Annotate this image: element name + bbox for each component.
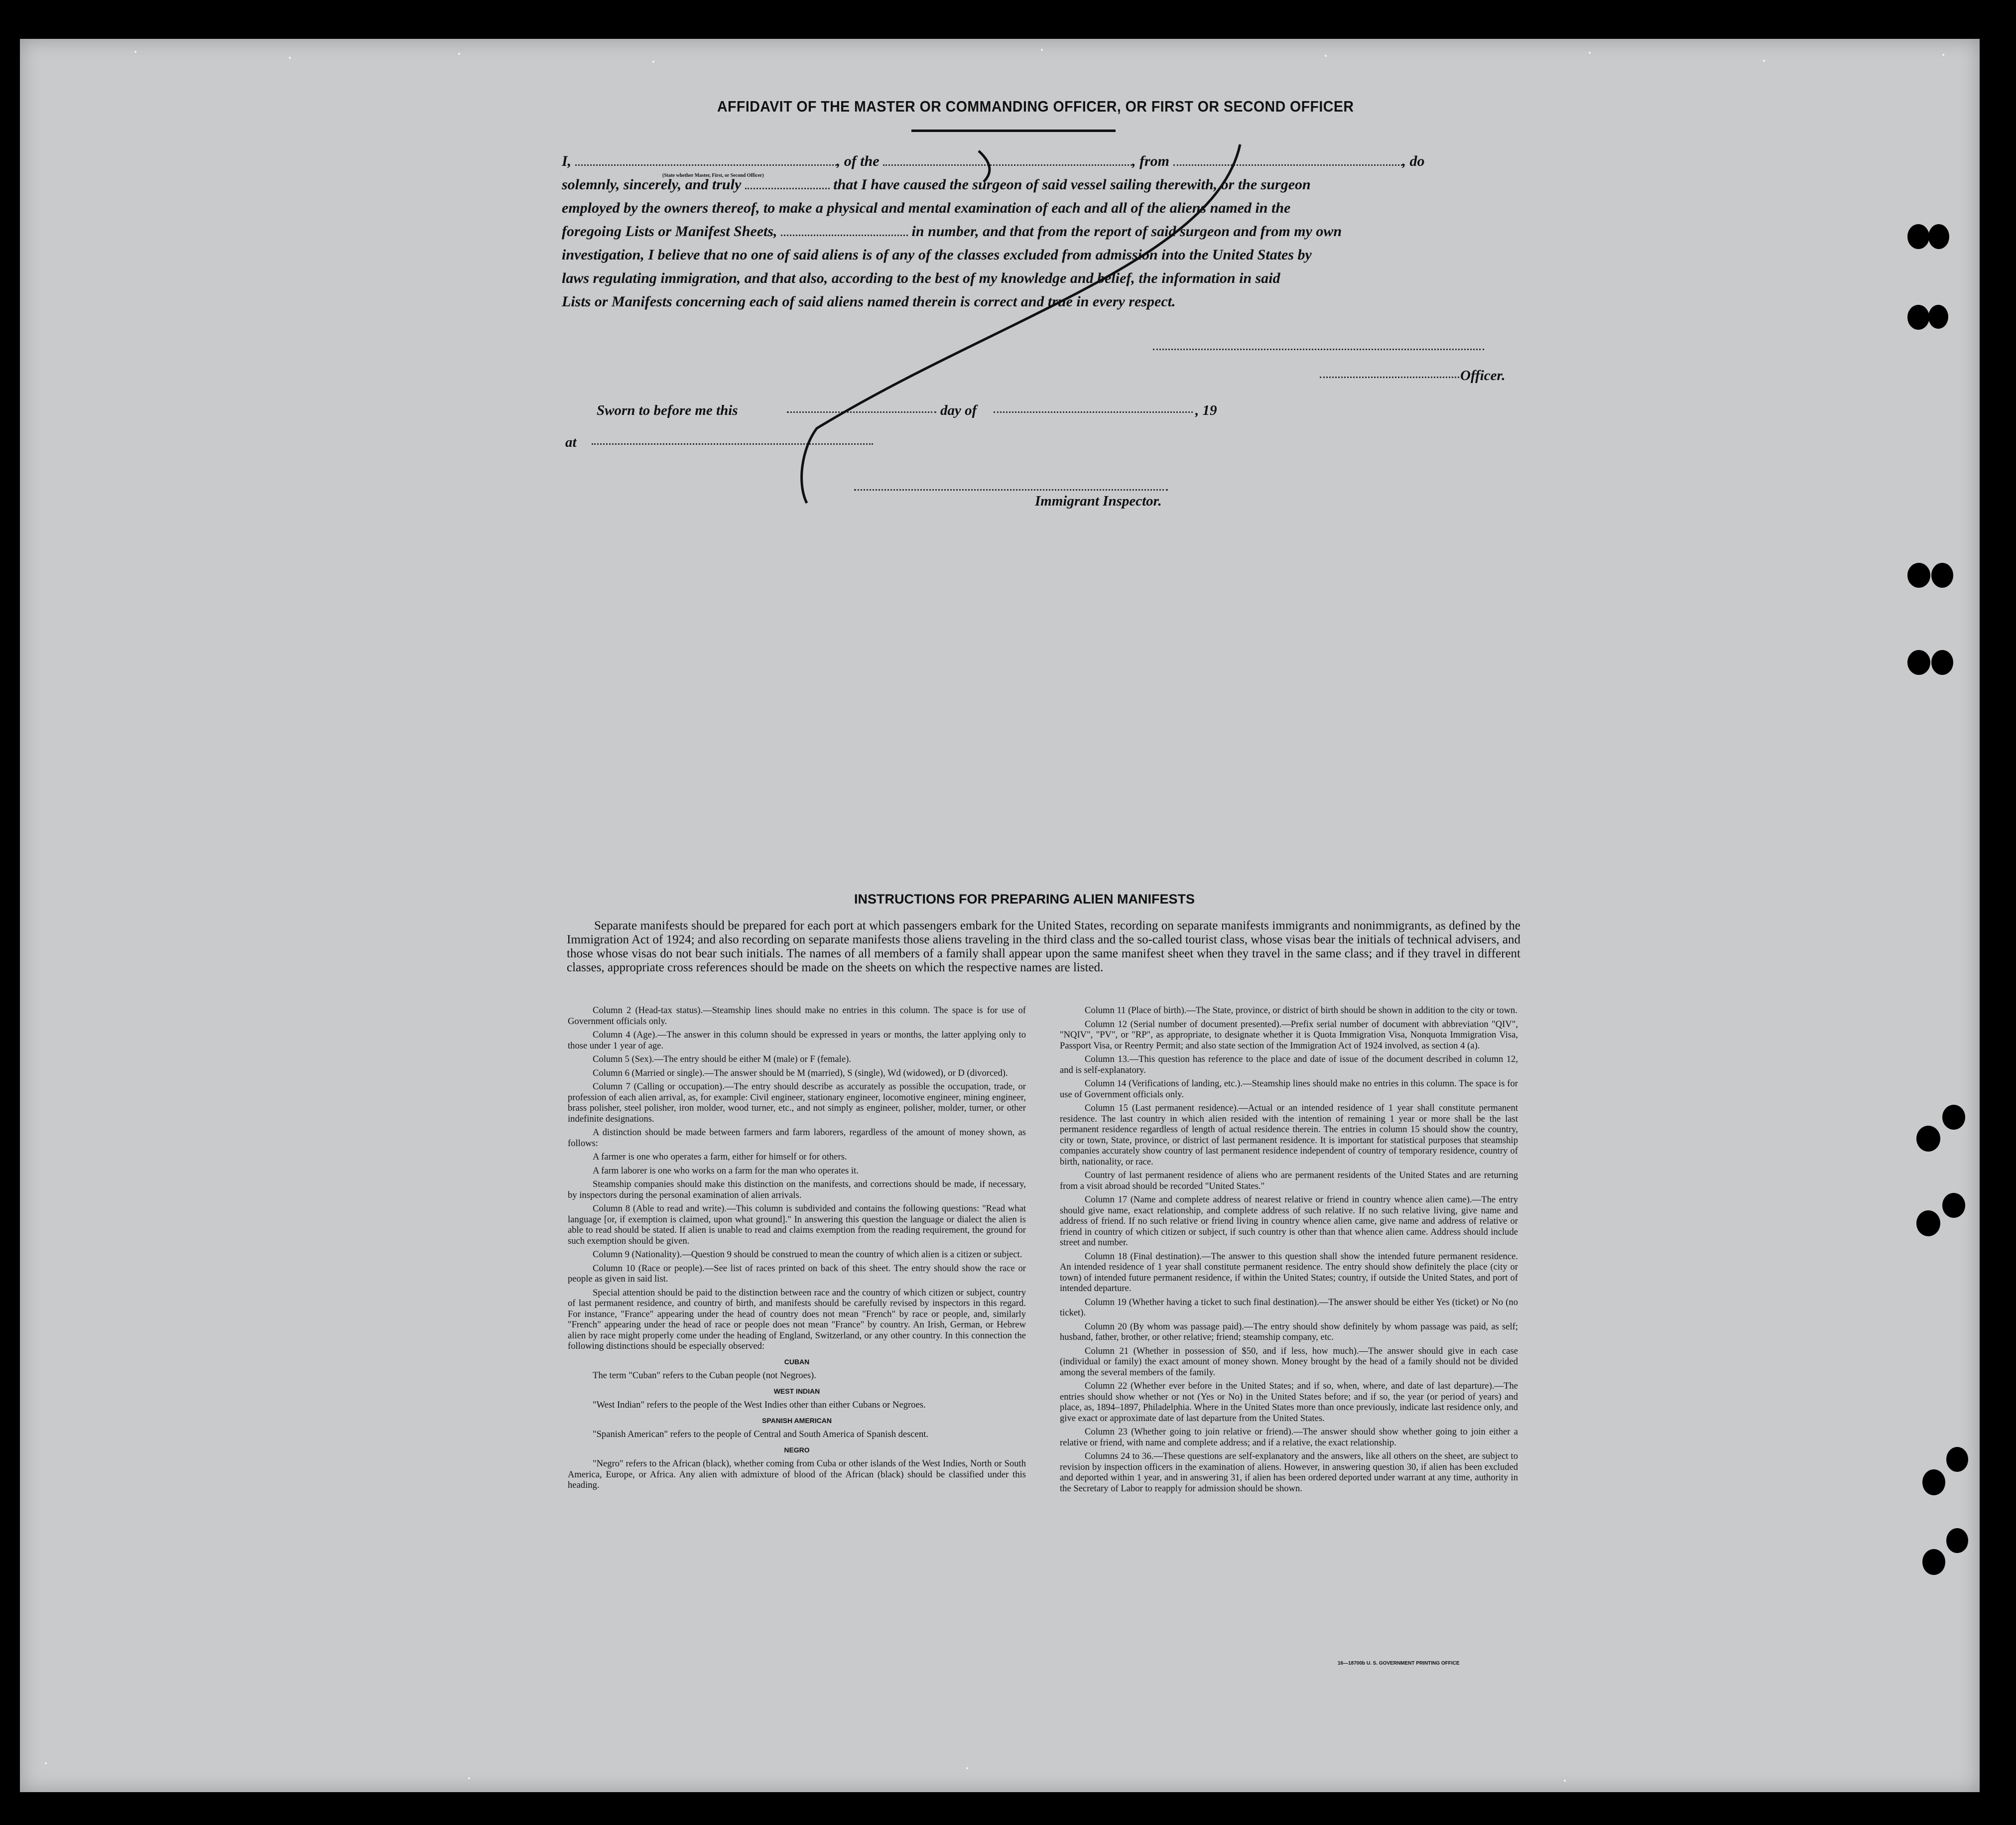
punch-hole: [1931, 650, 1953, 675]
punch-hole: [1916, 1126, 1940, 1152]
sworn-label: Sworn to before me this: [597, 402, 738, 418]
affidavit-line-6: laws regulating immigration, and that also, according to the best of my knowledge and belief, the information in said: [562, 270, 1280, 286]
negro-text: "Negro" refers to the African (black), whether coming from Cuba or other islands of the West Indies, North or South America, Europe, or Africa. Any alien with admixture of blood of the African (black) should be classified under this heading.: [568, 1458, 1026, 1490]
day-of-label: day of: [940, 402, 977, 418]
west-indian-text: "West Indian" refers to the people of the West Indies other than either Cubans or Negroes.: [593, 1400, 926, 1410]
negro-heading: NEGRO: [784, 1445, 810, 1454]
affidavit-line4a: foregoing Lists or Manifest Sheets,: [562, 223, 777, 240]
instruction-col5: Column 5 (Sex).—The entry should be either M (male) or F (female).: [593, 1054, 851, 1064]
affidavit-line-3: employed by the owners thereof, to make a physical and mental examination of each and all of the aliens named in the: [562, 200, 1291, 216]
affidavit-line4b: in number, and that from the report of said surgeon and from my own: [911, 223, 1342, 240]
punch-hole: [1928, 224, 1949, 249]
punch-hole: [1931, 563, 1953, 588]
instructions-title: INSTRUCTIONS FOR PREPARING ALIEN MANIFESTS: [854, 892, 1195, 907]
printer-imprint: 16—18700b U. S. GOVERNMENT PRINTING OFFICE: [1338, 1661, 1460, 1666]
instruction-col10: Column 10 (Race or people).—See list of races printed on back of this sheet. The entry should show the race or people as given in said list.: [568, 1263, 1026, 1284]
punch-hole: [1942, 1193, 1965, 1218]
instruction-col23: Column 23 (Whether going to join relative or friend).—The answer should show whether going to join either a relative or friend, with name and complete address; and if a relative, the exact relationship.: [1060, 1427, 1518, 1448]
instruction-col4: Column 4 (Age).—The answer in this column should be expressed in years or months, the latter applying only to those under 1 year of age.: [568, 1030, 1026, 1051]
instruction-col15: Column 15 (Last permanent residence).—Actual or an intended residence of 1 year shall constitute permanent residence. The last country in which alien resided with the intention of remaining 1 year or more shall be the last permanent residence regardless of length of actual residence therein. The entries in column 15 should show the country, city or town, State, province, or district of last permanent residence. It is important for statistical purposes that steamship companies accurately show country of last permanent residence independent of country of temporary residence, country of birth, nationality, or race.: [1060, 1103, 1518, 1167]
instruction-col18: Column 18 (Final destination).—The answer to this question shall show the intended future permanent residence. An intended residence of 1 year shall constitute permanent residence. The entry should show definitely the place (city or town) of intended future permanent residence, if within the United States; country, if outside the United States, and port of intended departure.: [1060, 1251, 1518, 1294]
punch-hole: [1942, 1105, 1965, 1130]
affidavit-do: , do: [1402, 153, 1425, 169]
punch-hole: [1922, 1469, 1945, 1495]
instruction-col9: Column 9 (Nationality).—Question 9 should be construed to mean the country of which alien is a citizen or subject.: [593, 1249, 1022, 1260]
instruction-col11: Column 11 (Place of birth).—The State, province, or district of birth should be shown in addition to the city or town.: [1085, 1005, 1517, 1016]
inspector-label: Immigrant Inspector.: [1035, 493, 1162, 509]
instruction-farm-laborer: A farm laborer is one who works on a farm for the man who operates it.: [593, 1165, 859, 1176]
instructions-right-column: [1060, 1005, 1518, 1497]
instruction-col12: Column 12 (Serial number of document presented).—Prefix serial number of document with abbreviation "QIV", "NQIV", "PV", or "RP", as appropriate, to designate whether it is Quota Immigration Visa, Nonquota Immigration Visa, Passport Visa, or Reentry Permit; and also state section of the Immigration Act of 1924 involved, as section 4 (a).: [1060, 1019, 1518, 1051]
affidavit-line2b: that I have caused the surgeon of said vessel sailing therewith, or the surgeon: [833, 176, 1311, 193]
affidavit-i: I,: [562, 153, 572, 169]
affidavit-line-7: Lists or Manifests concerning each of said aliens named therein is correct and true in every respect.: [562, 293, 1176, 310]
instruction-col2: Column 2 (Head-tax status).—Steamship lines should make no entries in this column. The space is for use of Government officials only.: [568, 1005, 1026, 1027]
punch-hole: [1907, 224, 1929, 249]
instruction-col17: Column 17 (Name and complete address of nearest relative or friend in country whence alien came).—The entry should give name, exact relationship, and complete address of such relative. If no such relative living, give name and address of friend. If no such relative or friend living in country whence alien came, give name and address of relative or friend in country of which citizen or subject, if such country is other than that whence alien came. Address should include street and number.: [1060, 1194, 1518, 1248]
punch-hole: [1907, 305, 1929, 330]
instruction-us-residence: Country of last permanent residence of aliens who are permanent residents of the United States and are returning from a visit abroad should be recorded "United States.": [1060, 1170, 1518, 1191]
affidavit-title: AFFIDAVIT OF THE MASTER OR COMMANDING OFFICER, OR FIRST OR SECOND OFFICER: [717, 98, 1354, 115]
instruction-col19: Column 19 (Whether having a ticket to such final destination).—The answer should be either Yes (ticket) or No (no ticket).: [1060, 1297, 1518, 1318]
intro-paragraph: Separate manifests should be prepared for each port at which passengers embark for the United States, recording on separate manifests immigrants and nonimmigrants, as defined by the Immigration Act of 1924; and also recording on separate manifests those aliens traveling in the third class and the so-called tourist class, whose visas bear the initials of technical advisers, and those whose visas do not bear such initials. The names of all members of a family shall appear upon the same manifest sheet when they travel in the same class; and if they travel in different classes, appropriate cross references should be made on the sheets on which the respective names are listed.: [567, 919, 1520, 974]
officer-label: Officer.: [1460, 368, 1506, 384]
affidavit-from: , from: [1132, 153, 1170, 169]
cuban-heading: CUBAN: [784, 1357, 810, 1366]
instruction-col14: Column 14 (Verifications of landing, etc.).—Steamship lines should make no entries in this column. The space is for use of Government officials only.: [1060, 1078, 1518, 1100]
affidavit-line-5: investigation, I believe that no one of said aliens is of any of the classes excluded from admission into the United States by: [562, 247, 1312, 263]
punch-hole: [1946, 1528, 1968, 1553]
state-note: (State whether Master, First, or Second Officer): [662, 173, 764, 178]
punch-hole: [1946, 1447, 1968, 1472]
spanish-american-heading: SPANISH AMERICAN: [761, 1416, 832, 1425]
cuban-text: The term "Cuban" refers to the Cuban people (not Negroes).: [593, 1370, 816, 1381]
punch-hole: [1907, 563, 1930, 588]
punch-hole: [1907, 650, 1930, 675]
instruction-steamship-distinction: Steamship companies should make this distinction on the manifests, and corrections should be made, if necessary, by inspectors during the personal examination of alien arrivals.: [568, 1179, 1026, 1200]
instruction-col20: Column 20 (By whom was passage paid).—The entry should show definitely by whom passage was paid, as self; husband, father, brother, or other relative; friend; steamship company, etc.: [1060, 1321, 1518, 1342]
instructions-intro: [567, 919, 1520, 975]
instruction-special-attention: Special attention should be paid to the distinction between race and the country of which citizen or subject, country of last permanent residence, and country of birth, and manifests should be carefully revised by inspectors in this regard. For instance, "France" appearing under the head of country does not mean "French" by race or people, and, similarly "French" appearing under the head of race or people does not mean "France" by country. An Irish, German, or Hebrew alien by race might properly come under the heading of England, Switzerland, or any other country. In this connection the following distinctions should be especially observed:: [568, 1287, 1026, 1351]
instruction-farmer: A farmer is one who operates a farm, either for himself or for others.: [593, 1152, 847, 1162]
instruction-col6: Column 6 (Married or single).—The answer should be M (married), S (single), Wd (widowed), or D (divorced).: [593, 1067, 1008, 1078]
year-label: , 19: [1195, 402, 1217, 418]
instruction-col24-36: Columns 24 to 36.—These questions are self-explanatory and the answers, like all others on the sheet, are subject to revision by inspection officers in the examination of aliens. However, in answering question 30, if alien has been excluded and deported within 1 year, and in answering 31, if alien has been ordered deported under warrant at any time, authority in the Secretary of Labor to reapply for admission should be shown.: [1060, 1451, 1518, 1494]
instruction-col22: Column 22 (Whether ever before in the United States; and if so, when, where, and date of last departure).—The entries should show whether or not (Yes or No) in the United States before; and if so, the year (or period of years) and place, as, 1894–1897, Philadelphia. Where in the United States more than once previously, indicate last residence only, and give exact or approximate date of last departure from the United States.: [1060, 1381, 1518, 1424]
instructions-left-column: [568, 1005, 1026, 1494]
punch-hole: [1916, 1210, 1940, 1236]
spanish-american-text: "Spanish American" refers to the people of Central and South America of Spanish descent.: [593, 1429, 929, 1439]
instruction-col13: Column 13.—This question has reference to the place and date of issue of the document described in column 12, and is self-explanatory.: [1060, 1054, 1518, 1075]
instruction-col8: Column 8 (Able to read and write).—This column is subdivided and contains the following questions: "Read what language [or, if exemption is claimed, upon what ground]." In answering this question the language or dialect the alien is able to read should be stated. If alien is unable to read and claims exemption from the reading requirement, the ground for such exemption should be given.: [568, 1203, 1026, 1246]
instruction-col7: Column 7 (Calling or occupation).—The entry should describe as accurately as possible the occupation, trade, or profession of each alien arrival, as, for example: Civil engineer, stationary engineer, locomotive engineer, mining engineer, brass polisher, steel polisher, iron molder, wood turner, etc., and not simply as engineer, polisher, molder, turner, or other indefinite designations.: [568, 1081, 1026, 1124]
affidavit-of-the: , of the: [836, 153, 880, 169]
punch-hole: [1928, 305, 1948, 329]
at-label: at: [565, 434, 577, 450]
instruction-col21: Column 21 (Whether in possession of $50, and if less, how much).—The answer should give in each case (individual or family) the exact amount of money shown. Money brought by the head of a family should not be divided among the several members of the family.: [1060, 1345, 1518, 1378]
punch-hole: [1922, 1549, 1945, 1575]
west-indian-heading: WEST INDIAN: [773, 1387, 820, 1395]
instruction-farm-distinction: A distinction should be made between farmers and farm laborers, regardless of the amount of money shown, as follows:: [568, 1127, 1026, 1149]
affidavit-line2a: solemnly, sincerely, and truly: [562, 176, 742, 193]
